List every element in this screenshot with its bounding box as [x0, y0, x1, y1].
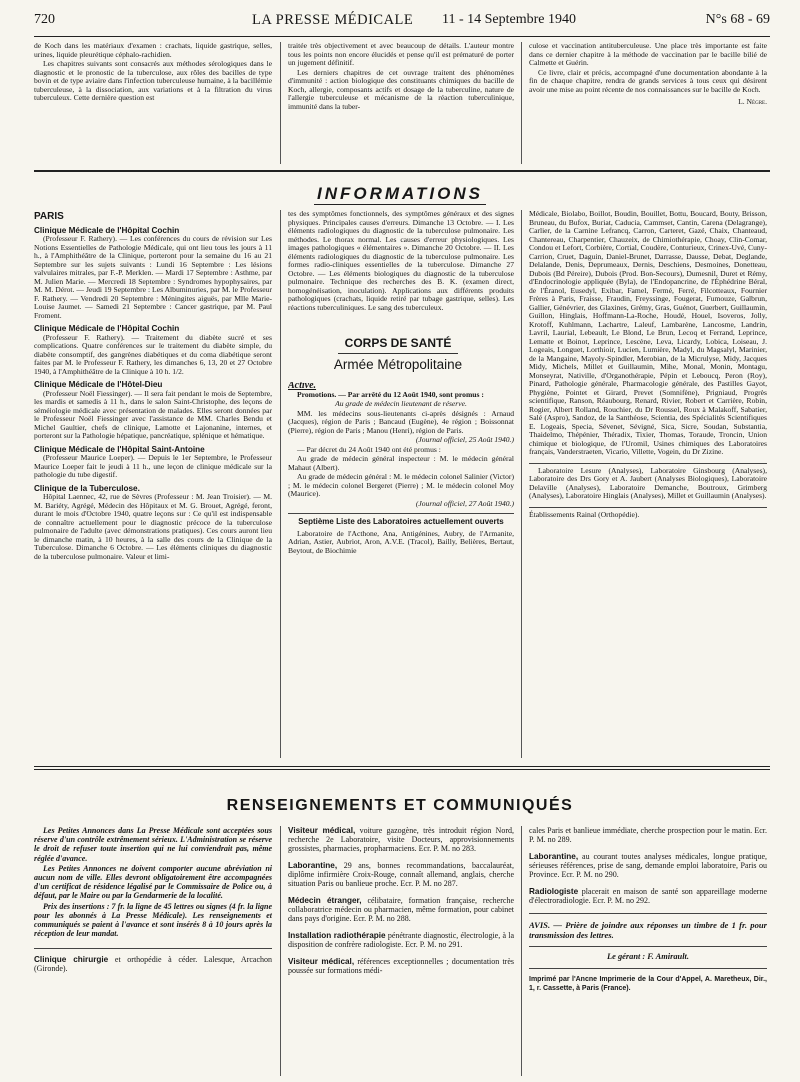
- gerant-line: Le gérant : F. Amirault.: [607, 952, 689, 961]
- ad-title: Visiteur médical,: [288, 826, 356, 835]
- corps-de-sante-heading: CORPS DE SANTÉ: [344, 336, 452, 350]
- section-rule: [34, 769, 770, 770]
- ad-title: Radiologiste: [529, 887, 579, 896]
- issue-date: 11 - 14 Septembre 1940: [442, 12, 577, 27]
- journal-title: LA PRESSE MÉDICALE: [252, 12, 414, 28]
- notice-text: (Professeur Maurice Loeper). — Depuis le 1er Septembre, le Professeur Maurice Loeper fait le jeudi à 11 h., une leçon de clinique médicale sur la pathologie du tube digestif.: [34, 453, 272, 479]
- notice-text: (Professeur F. Rathery). — Traitement du diabète sucré et ses complications. Quatre conférences sur le traitement du diabète simple, du diabète consomptif, des gangrènes diabétiques et du coma diabétique seront faites par M. le Professeur F. Rathery, les dimanches 6, 13, 20 et 27 Octobre 1940, à l'Amphithéâtre de la Clinique à 10 h. 1/2.: [34, 332, 272, 376]
- column-divider: [521, 826, 522, 1076]
- divider: [529, 946, 767, 947]
- annonces-notice-column: [34, 826, 272, 1076]
- paris-heading: PARIS: [34, 211, 64, 222]
- paragraph: traitée très objectivement et avec beaucoup de détails. L'auteur montre tous les points non encore élucidés et pense qu'il est prématuré de porter un jugement définitif.: [288, 42, 514, 67]
- review-column-2: [288, 42, 514, 164]
- column-divider: [280, 210, 281, 758]
- paragraph: Ce livre, clair et précis, accompagné d'une documentation abondante à la fin de chaque chapitre, rendra de grands services à tous ceux qui désirent avoir une mise au point récente de nos connaissances sur le bacille de Koch.: [529, 67, 767, 94]
- classified-ad: [288, 896, 514, 923]
- paragraph: tes des symptômes fonctionnels, des symptômes généraux et des signes physiques. Principales causes d'erreurs. Dimanche 13 Octobre. — I. Les éléments radiologiques du diagnostic de la tuberculose pulmonaire. Les méthodes. Le thorax normal. Les causes d'erreur physiologiques. Les images pathologiques « élémentaires ». Dimanche 20 Octobre. — II. Les éléments radiologiques du diagnostic de la tuberculose pulmonaire. Les formes radio-cliniques essentielles de la tuberculose. Dimanche 27 Octobre. — Les éléments biologiques du diagnostic de la tuberculose pulmonaire. Technique des recherches des B. K. (examen direct, homogénéisation, inoculation). Applications aux différents produits pathologiques (crachats, liquide retiré par tubage gastrique, selles). Les réactions tuberculiniques. Le sang des tuberculeux.: [288, 210, 514, 312]
- ad-title: Clinique chirurgie: [34, 955, 109, 965]
- classified-ad: [529, 852, 767, 879]
- active-label: Active.: [288, 382, 317, 391]
- column-divider: [521, 210, 522, 758]
- ad-title: Laborantine,: [529, 852, 579, 861]
- promotion-line: Au grade de médecin général : M. le médecin colonel Salinier (Victor) ; M. le médecin colonel Bergeret (Pierre) ; M. le médecin colonel Moy (Maurice).: [288, 472, 514, 498]
- page-number: 720: [34, 12, 55, 27]
- paragraph: Les derniers chapitres de cet ouvrage traitent des phénomènes d'immunité : action biologique des constituants chimiques du bacille de Koch, allergie, composants actifs et dosage de la tuberculine, nature de l'allergie tuberculeuse et mécanisme de la réaction tuberculinique, immunité dans la tuber-: [288, 67, 514, 111]
- informations-column-2-promotions: [288, 382, 514, 758]
- armee-heading: Armée Métropolitaine: [333, 357, 463, 372]
- promotion-line: Au grade de médecin général inspecteur : M. le médecin général Mahaut (Albert).: [288, 454, 514, 472]
- promotion-line: MM. les médecins sous-lieutenants ci-après désignés : Arnaud (Jacques), région de Paris ; Bancaud (Eugène), 4e région ; Boissonnat (Pierre), région de Paris ; Manou (Henri), région de Paris.: [288, 408, 514, 435]
- notice-paragraph: Prix des insertions : 7 fr. la ligne de 45 lettres ou signes (4 fr. la ligne pour les abonnés à La Presse Médicale). Les renseignements et communiqués se paient à l'avance et sont insérés 8 à 10 jours après la réception de leur mandat.: [34, 901, 272, 939]
- paragraph: de Koch dans les matériaux d'examen : crachats, liquide gastrique, selles, urines, liquide pleurétique céphalo-rachidien.: [34, 42, 272, 59]
- paragraph: Médicale, Biolabo, Boillot, Boudin, Bouillet, Bottu, Boucard, Bouty, Brisson, Bruneau, du Bufox, Buriat, Caducia, Cammset, Cantin, Carena (Delagrange), Carlier, de la Carnine Lefrancq, Carron, Carteret, Gazé, Chaix, Chanteaud, Chantereau, Charpentier, Chauzeix, de Chimiothérapie, Choay, Clin-Comar, Condou et Lefort, Corbière, Cortial, Coudère, Conturieux, Crinex-Uvé, Cuny-Carrion, Cruet, Daguin, Daniel-Brunet, Darrasse, Dausse, Debat, Deglande, Delalande, Denis, Deprumeaux, Dernis, Deschiens, Desmoines, Donetteau, Dubois (Bd Péreire), Dubois (Prod. Bon-Secours), Dumesnil, Duret et Rémy, d'Endocrinologie appliquée (Byla), de l'Endopancrine, de l'Éphédrine Béral, de l'Éranol, Eusedyl, Exibar, Famel, Fermé, Ferré, Filcotteaux, Fournier Frères à Paris, Fraisse, Fraudin, Freyssinge, Fougerat, Fumouze, Galbrun, Gallier, Génévrier, des Glaxines, Grémy, Gras, Guénot, Guerbert, Guillaumin, Guillon, Hinglais, Hoffmann-La-Roche, Houdé, Houel, Isoveros, Jolly, Krotoff, Kuhlmann, Lachartre, Laleuf, Lambarène, Lancosme, Landrin, Lavril, Laurial, Lebeault, Le Blond, Le Brun, Lecoq et Ferrand, Leprince, Lematte et Boinot, Leprince, Lescène, Leva, Licardy, Lobica, Loiseau, J. Logeais, Longuet, Lorthioir, Lucien, Lumière, Madyl, du Magsalyl, Marinier, de la Mangaine, Mayoly-Spindler, Merobian, de la Micrulyse, Midy, Jacques Midy, Michels, Millet et Guillaumin, Mihe, Monal, Monin, Montagu, Monseyrat, Nativille, d'Organothérapie, Pépin et Leboucq, Peron (Roy), Pinard, Pathologie générale, Pharmacologie générale, des Pastilles Gayot, Phygiène, Pointet et Girard, Prevet (Somnifène), Prigniaud, Progrès scientifique, Ranson, Réaubourg, Renard, Rivier, Robert et Carrière, Robin, Rogier, Albert Rolland, Rouchier, du Dr Roussel, Roux à Malakoff, Sabatier, Salé (Aspro), Sandoz, de la Santhéose, Scientia, des Spécialités Scientifiques E. Logeais, Specia, Sévenet, Sévigné, Sica, Sicre, Soudan, Substantia, Thaidelmo, Thépénier, Théradix, Tixier, Thomas, Toraude, Troncin, Union chimique et biologique, de l'Uromil, Usines chimiques des Laboratoires français, Vanderstraeten, Vicario, Villette, Vogein, du Dr Zizine.: [529, 210, 767, 456]
- notice-item: [34, 325, 272, 376]
- column-divider: [280, 826, 281, 1076]
- promotion-line: — Par décret du 24 Août 1940 ont été promus :: [297, 444, 441, 454]
- printer-line: Imprimé par l'Ancne Imprimerie de la Cour d'Appel, A. Maretheux, Dir., 1, r. Cassette, à Paris (France).: [529, 975, 767, 992]
- classified-ad: [529, 826, 767, 844]
- column-divider: [280, 42, 281, 164]
- section-rule: [34, 170, 770, 172]
- column-divider: [521, 42, 522, 164]
- review-signature: L. Nègre.: [738, 97, 767, 106]
- paragraph: Laboratoire de l'Acthone, Ana, Antigénines, Aubry, de l'Armanite, Adrian, Astier, Aubriot, Aron, A.V.E. (Tracol), Bailly, Belières, Bertaut, Beytout, de Biochimie: [288, 528, 514, 555]
- divider: [529, 507, 767, 508]
- notice-item: [34, 485, 272, 562]
- divider: [34, 948, 272, 949]
- avis-notice: AVIS. — Prière de joindre aux réponses un timbre de 1 fr. pour transmission des lettres.: [529, 920, 767, 940]
- ad-title: Laborantine,: [288, 861, 338, 870]
- ad-title: Visiteur médical,: [288, 957, 355, 966]
- issue-number: N°s 68 - 69: [705, 12, 770, 27]
- ad-text: célibataire, formation française, recherche collaboratrice médecin ou pharmacien, même formation, pour cabinet dans pays d'origine. Ecr. P. M. no 288.: [288, 896, 514, 923]
- informations-column-3: [529, 210, 767, 758]
- ad-title: Installation radiothérapie: [288, 931, 386, 940]
- classified-ad: [288, 861, 514, 888]
- notice-paragraph: Les Petites Annonces dans La Presse Médicale sont acceptées sous réserve d'un contrôle extrêmement sérieux. L'Administration se réserve le droit de refuser toute insertion qui ne lui conviendrait pas, même réglée d'avance.: [34, 826, 272, 863]
- informations-column-1: [34, 210, 272, 758]
- ad-text: pénétrante diagnostic, électrologie, à la disposition de confrère radiologiste. Ecr. P. M. no 291.: [288, 931, 514, 949]
- classified-ad: [288, 931, 514, 949]
- paragraph: culose et vaccination antituberculeuse. Une place très importante est faite dans ce dernier chapitre à la méthode de vaccination par le bacille bilié de Calmette et Guérin.: [529, 42, 767, 67]
- ad-text: et orthopédie à céder. Lalesque, Arcachon (Gironde).: [34, 955, 272, 974]
- classified-ad: [34, 955, 272, 973]
- review-column-1: [34, 42, 272, 164]
- notice-item: [34, 446, 272, 480]
- heading-underline: [338, 353, 458, 354]
- notice-item: [34, 227, 272, 321]
- heading-underline: [314, 204, 486, 205]
- corps-de-sante-block: [286, 336, 510, 372]
- renseignements-heading: RENSEIGNEMENTS ET COMMUNIQUÉS: [226, 797, 574, 814]
- paragraph: Établissements Rainal (Orthopédie).: [529, 509, 640, 519]
- classified-ad: [529, 887, 767, 905]
- ad-text: 29 ans, bonnes recommandations, baccalauréat, diplôme infirmière Croix-Rouge, connaît allemand, anglais, cherche situation Paris ou banlieue proche. Ecr. P. M. no 287.: [288, 861, 514, 888]
- promotion-grade: Au grade de médecin lieutenant de réserve.: [335, 399, 467, 408]
- notice-text: (Professeur F. Rathery). — Les conférences du cours de révision sur Les Notions Essentielles de Pathologie Médicale, qui ont lieu tous les jours à 11 h., à l'Amphithéâtre de la Clinique, porteront pour la semaine du 16 au 21 Septembre sur les sujets suivants : Lundi 16 Septembre : Les lésions valvulaires mitrales, par F.-P. Merklen. — Mardi 17 Septembre : Asthme, par M. Julien Marie. — Mercredi 18 Septembre : Syndromes hypophysaires, par M. M. Dérot. — Jeudi 19 Septembre : Les Albuminuries, par M. le Professeur F. Rathery. — Vendredi 20 Septembre : Méningites aiguës, par Mlle Marie-Louise Jaumet. — Samedi 21 Septembre : Cancer gastrique, par M. Paul Froment.: [34, 234, 272, 320]
- paragraph: Laboratoire Lesure (Analyses), Laboratoire Ginsbourg (Analyses), Laboratoire des Drs Gory et A. Jaubert (Analyses Biologiques), Laboratoire Delaville (Analyses), Laboratoire Demanche, Boutroux, Grimberg (Analyses), Laboratoire Hinglais (Analyses), Millet et Guillaumin (Analyses).: [529, 465, 767, 500]
- notice-text: Hôpital Laennec, 42, rue de Sèvres (Professeur : M. Jean Troisier). — M. M. Bariéty, Agrégé, Médecin des Hôpitaux et M. G. Brouet, Agrégé, feront, durant le mois d'Octobre 1940, quatre leçons sur : Ce qu'il est indispensable de connaître actuellement pour le diagnostic précoce de la tuberculose pulmonaire de l'adulte (avec démonstrations pratiques). Ces cours auront lieu le dimanche matin, à 10 heures, à la salle des cours de la Clinique de la Tuberculose. Dimanche 6 Octobre. — Les éléments cliniques du diagnostic de la tuberculose pulmonaire. Valeur et limi-: [34, 492, 272, 561]
- review-column-3: [529, 42, 767, 164]
- notice-title: Clinique Médicale de l'Hôtel-Dieu: [34, 380, 163, 389]
- paragraph: Les chapitres suivants sont consacrés aux méthodes sérologiques dans le diagnostic et le pronostic de la tuberculose, aux rôles des bacilles de type bovin et de type aviaire dans l'infection tuberculeuse humaine, à la bacillémie tuberculeuse, à la dissociation, aux variations et à la filtration du virus tuberculeux. Cette dernière question est: [34, 59, 272, 102]
- classified-ad: [288, 826, 514, 853]
- notice-paragraph: Les Petites Annonces ne doivent comporter aucune abréviation ni aucun nom de ville. Elles devront obligatoirement être accompagnées d'un certificat de résidence légalisé par le Commissaire de Police ou, à défaut, par le Maire ou par la Gendarmerie de la localité.: [34, 863, 272, 901]
- running-header: [34, 12, 770, 34]
- informations-heading: INFORMATIONS: [316, 184, 483, 203]
- ad-text: références exceptionnelles ; documentation très poussée sur formations médi-: [288, 957, 514, 975]
- journal-reference: (Journal officiel, 27 Août 1940.): [415, 498, 514, 508]
- ad-text: cales Paris et banlieue immédiate, cherche prospection pour le matin. Ecr. P. M. no 289.: [529, 826, 767, 844]
- promotion-line: Promotions. — Par arrêté du 12 Août 1940, sont promus :: [297, 389, 484, 399]
- divider: [529, 913, 767, 914]
- divider: [288, 513, 514, 514]
- ad-title: Médecin étranger,: [288, 896, 362, 905]
- laboratoires-heading: Septième Liste des Laboratoires actuellement ouverts: [298, 517, 504, 526]
- ad-text: placerait en maison de santé son appareillage moderne d'électroradiologie. Ecr. P. M. no 292.: [529, 887, 767, 905]
- notice-item: [34, 381, 272, 441]
- journal-reference: (Journal officiel, 25 Août 1940.): [415, 435, 514, 444]
- notice-title: Clinique de la Tuberculose.: [34, 483, 140, 493]
- classified-ad: [288, 957, 514, 975]
- notice-title: Clinique Médicale de l'Hôpital Saint-Antoine: [34, 444, 205, 454]
- annonces-column-2: [288, 826, 514, 1076]
- section-rule: [34, 766, 770, 767]
- annonces-column-3: [529, 826, 767, 1076]
- notice-title: Clinique Médicale de l'Hôpital Cochin: [34, 324, 180, 333]
- divider: [529, 968, 767, 969]
- ad-text: au courant toutes analyses médicales, longue pratique, sérieuses références, prise de sang, demande emploi laboratoire, Paris ou Province. Ecr. P. M. no 290.: [529, 852, 767, 879]
- informations-column-2-continued: [288, 210, 514, 328]
- divider: [529, 463, 767, 464]
- notice-text: (Professeur Noël Fiessinger). — Il sera fait pendant le mois de Septembre, les mardis et samedis à 11 h., dans le salon Saint-Christophe, des leçons de séméiologie médicale avec présentation de malades. Elles seront données par le Professeur Noël Fiessinger avec l'assistance de MM. Charles Bendu et Michel Gaultier, chefs de clinique, Lamotte et Lajonanine, internes, et porteront sur la Pathologie hépatique, pancréatique, splénique et hématique.: [34, 388, 272, 440]
- notice-title: Clinique Médicale de l'Hôpital Cochin: [34, 225, 180, 235]
- ad-text: voiture gazogène, très introduit région Nord, recherche 2e Laboratoire, visite Docteurs, approvisionnements grossistes, pharmacies, propharmaciens. Ecr. P. M. no 283.: [288, 826, 514, 853]
- header-rule: [34, 36, 770, 37]
